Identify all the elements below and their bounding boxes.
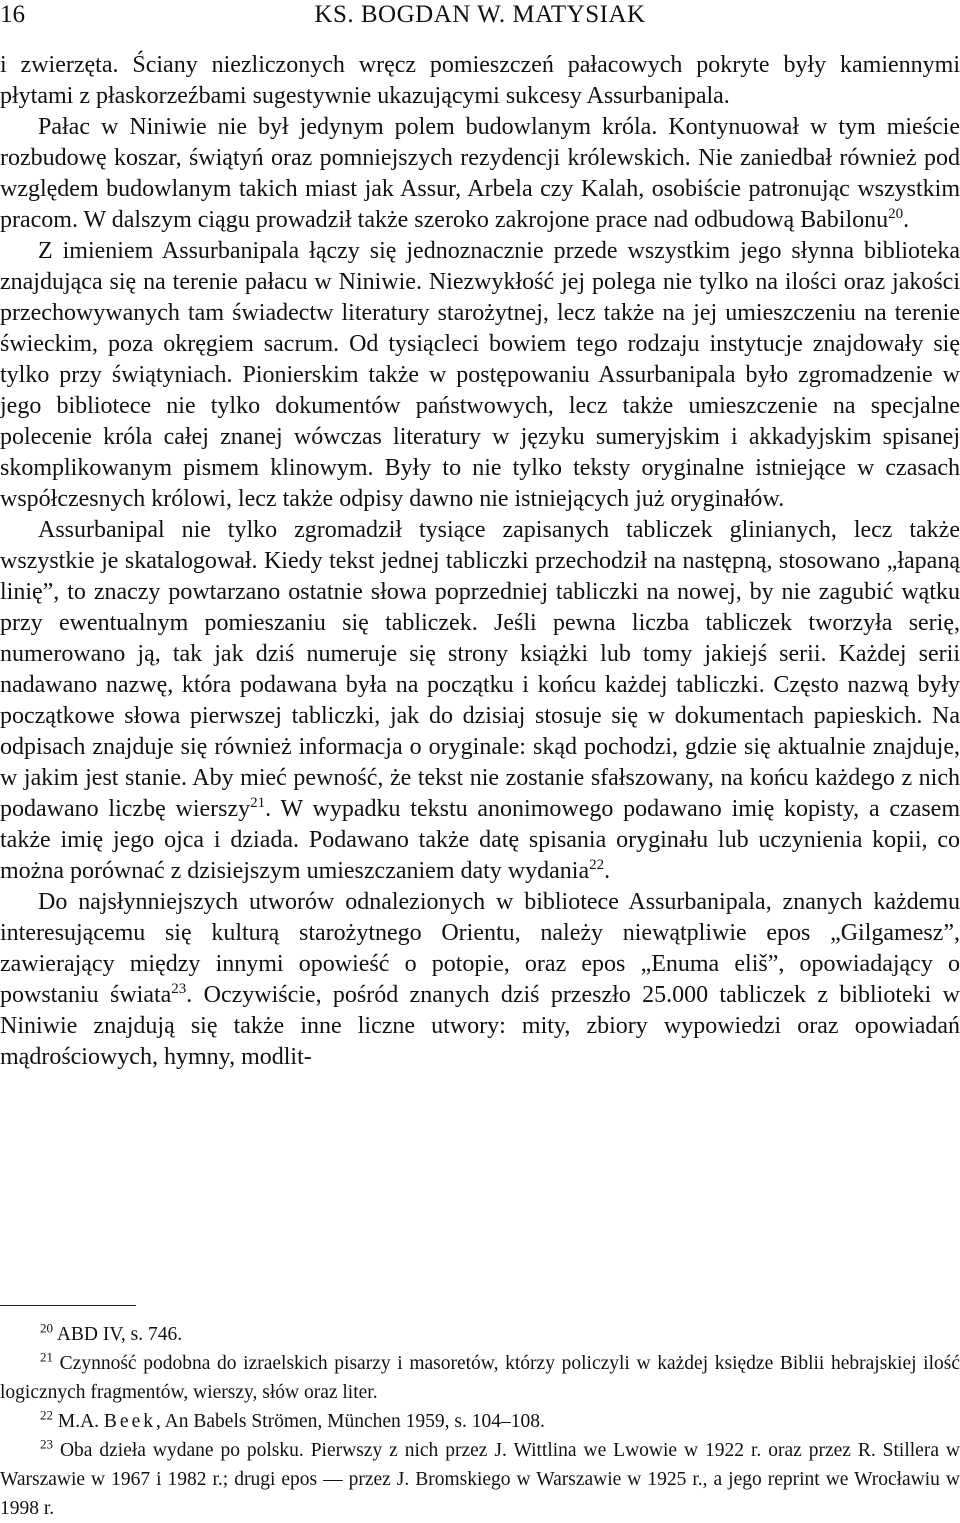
- page-number: 16: [0, 1, 25, 28]
- paragraph-2-end: .: [903, 207, 910, 233]
- footnote-21: [0, 1349, 960, 1407]
- body-text: [0, 50, 960, 1073]
- footnote-number: 21: [40, 1349, 53, 1365]
- page-header: [0, 0, 960, 30]
- paragraph-2: [0, 112, 960, 236]
- paragraph-4-text: Assurbanipal nie tylko zgromadził tysiące zapisanych tabliczek glinianych, lecz także wszystkie je skatalogował. Kiedy tekst jednej tabliczki przechodził na następną, stosowano „łapaną linię”, to znaczy powtarzano ostatnie słowa poprzedniej tabliczki na nowej, by nie zagubić wątku przy ewentualnym pomieszaniu się tabliczek. Jeśli pewna liczba tabliczek tworzyła serię, numerowano ją, tak jak dziś numeruje się strony książki lub tomy jakiejś serii. Każdej serii nadawano nazwę, która podawana była na początku i końcu każdej tabliczki. Często nazwą były początkowe słowa pierwszej tabliczki, jak do dzisiaj stosuje się w dokumentach papieskich. Na odpisach znajduje się również informacja o oryginale: skąd pochodzi, gdzie się aktualnie znajduje, w jakim jest stanie. Aby mieć pewność, że tekst nie zostanie sfałszowany, na końcu każdego z nich podawano liczbę wierszy: [0, 517, 960, 822]
- footnote-ref-23[interactable]: 23: [171, 981, 187, 997]
- paragraph-2-text: Pałac w Niniwie nie był jedynym polem budowlanym króla. Kontynuował w tym mieście rozbudowę koszar, świątyń oraz pomniejszych rezydencji królewskich. Nie zaniedbał również pod względem budowlanym takich miast jak Assur, Arbela czy Kalah, osobiście patronując wszystkim pracom. W dalszym ciągu prowadził także szeroko zakrojone prace nad odbudową Babilonu: [0, 114, 960, 233]
- footnotes: [0, 1320, 960, 1523]
- footnote-text: Czynność podobna do izraelskich pisarzy i masoretów, którzy policzyli w każdej księdze Biblii hebrajskiej ilość logicznych fragmentów, wierszy, słów oraz liter.: [0, 1353, 960, 1403]
- footnote-author-initials: M.A.: [57, 1411, 104, 1432]
- paragraph-4-text-cont: . W wypadku tekstu anonimowego podawano imię kopisty, a czasem także imię jego ojca i dziada. Podawano także datę spisania oryginału lub uczynienia kopii, co można porównać z dzisiejszym umieszczaniem daty wydania: [0, 796, 960, 884]
- paragraph-5-text: Do najsłynniejszych utworów odnalezionych w bibliotece Assurbanipala, znanych każdemu interesującemu się kulturą starożytnego Orientu, należy niewątpliwie epos „Gilgamesz”, zawierający między innymi opowieść o potopie, oraz epos „Enuma eliš”, opowiadający o powstaniu świata: [0, 889, 960, 1008]
- footnote-ref-22[interactable]: 22: [589, 857, 605, 873]
- footnote-author: Beek: [103, 1411, 156, 1432]
- footnote-text: , An Babels Strömen, München 1959, s. 104–108.: [156, 1411, 545, 1432]
- running-head: KS. BOGDAN W. MATYSIAK: [314, 1, 646, 28]
- paragraph-5: [0, 887, 960, 1073]
- footnote-ref-20[interactable]: 20: [888, 206, 904, 222]
- footnote-number: 20: [40, 1320, 53, 1336]
- paragraph-5-text-cont: . Oczywiście, pośród znanych dziś przeszło 25.000 tabliczek z biblioteki w Niniwie znajdują się także inne liczne utwory: mity, zbiory wypowiedzi oraz opowiadań mądrościowych, hymny, modlit-: [0, 982, 960, 1070]
- footnote-23: [0, 1436, 960, 1523]
- footnote-ref-21[interactable]: 21: [250, 795, 266, 811]
- footnote-number: 23: [40, 1436, 53, 1452]
- footnote-20: [0, 1320, 960, 1349]
- paragraph-4: [0, 515, 960, 887]
- footnote-text: ABD IV, s. 746.: [56, 1324, 183, 1345]
- paragraph-1: i zwierzęta. Ściany niezliczonych wręcz pomieszczeń pałacowych pokryte były kamiennymi płytami z płaskorzeźbami sugestywnie ukazującymi sukcesy Assurbanipala.: [0, 52, 960, 109]
- footnote-separator: [0, 1305, 136, 1306]
- paragraph-4-end: .: [604, 858, 611, 884]
- paragraph-3: Z imieniem Assurbanipala łączy się jednoznacznie przede wszystkim jego słynna biblioteka znajdująca się na terenie pałacu w Niniwie. Niezwykłość jej polega nie tylko na ilości oraz jakości przechowywanych tam świadectw literatury starożytnej, lecz także na jej umieszczeniu na terenie świeckim, poza okręgiem sacrum. Od tysiącleci bowiem tego rodzaju instytucje znajdowały się tylko przy świątyniach. Pionierskim także w postępowaniu Assurbanipala było zgromadzenie w jego bibliotece nie tylko dokumentów państwowych, lecz także umieszczenie na specjalne polecenie króla całej znanej wówczas literatury w języku sumeryjskim i akkadyjskim spisanej skomplikowanym pismem klinowym. Były to nie tylko teksty oryginalne istniejące w czasach współczesnych królowi, lecz także odpisy dawno nie istniejących już oryginałów.: [0, 238, 960, 512]
- footnote-number: 22: [40, 1407, 53, 1423]
- footnote-text: Oba dzieła wydane po polsku. Pierwszy z nich przez J. Wittlina we Lwowie w 1922 r. oraz przez R. Stillera w Warszawie w 1967 i 1982 r.; drugi epos — przez J. Bromskiego w Warszawie w 1925 r., a jego reprint we Wrocławiu w 1998 r.: [0, 1440, 960, 1519]
- footnote-22: [0, 1407, 960, 1436]
